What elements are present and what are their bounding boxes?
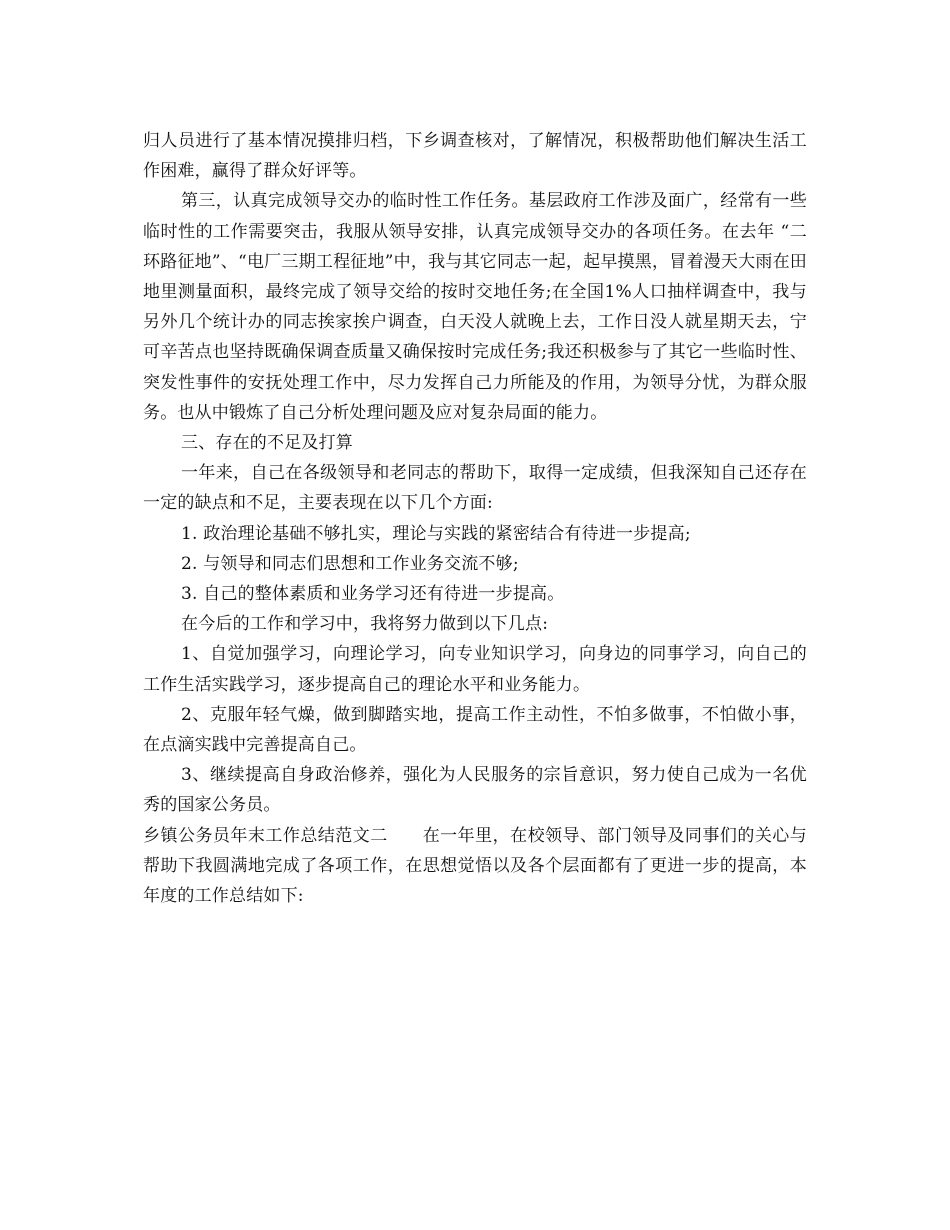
paragraph-future-intro: 在今后的工作和学习中，我将努力做到以下几点:	[181, 614, 549, 635]
list-item-shortcoming-3: 3. 自己的整体素质和业务学习还有待进一步提高。	[181, 584, 565, 605]
list-item-plan-3: 3、继续提高自身政治修养，强化为人民服务的宗旨意识，努力使自己成为一名优秀的国家公务员。	[143, 765, 807, 816]
paragraph-continuation: 归人员进行了基本情况摸排归档，下乡调查核对，了解情况，积极帮助他们解决生活工作困难，赢得了群众好评等。	[143, 131, 807, 182]
list-item-plan-1: 1、自觉加强学习，向理论学习，向专业知识学习，向身边的同事学习，向自己的工作生活实践学习，逐步提高自己的理论水平和业务能力。	[143, 644, 807, 695]
paragraph-temporary-tasks: 第三，认真完成领导交办的临时性工作任务。基层政府工作涉及面广，经常有一些临时性的工作需要突击，我服从领导安排，认真完成领导交办的各项任务。在去年 “二环路征地”、“电厂三期工程征地”中，我与其它同志一起，起早摸黑，冒着漫天大雨在田地里测量面积，最终完成了领导交给的按时交地任务;在全国1%人口抽样调查中，我与另外几个统计办的同志挨家挨户调查，白天没人就晚上去，工作日没人就星期天去，宁可辛苦点也坚持既确保调查质量又确保按时完成任务;我还积极参与了其它一些临时性、突发性事件的安抚处理工作中，尽力发挥自己力所能及的作用，为领导分忧，为群众服务。也从中锻炼了自己分析处理问题及应对复杂局面的能力。	[143, 191, 807, 423]
list-item-shortcoming-2: 2. 与领导和同志们思想和工作业务交流不够;	[181, 553, 519, 574]
section-two-intro: 在一年里，在校领导、部门领导及同事们的关心与帮助下我圆满地完成了各项工作，在思想觉悟以及各个层面都有了更进一步的提高，本年度的工作总结如下:	[143, 825, 807, 907]
list-item-plan-2: 2、克服年轻气燥，做到脚踏实地，提高工作主动性，不怕多做事，不怕做小事，在点滴实践中完善提高自己。	[143, 704, 807, 756]
paragraph-shortcomings-intro: 一年来，自己在各级领导和老同志的帮助下，取得一定成绩，但我深知自己还存在一定的缺点和不足，主要表现在以下几个方面:	[143, 463, 807, 514]
list-item-shortcoming-1: 1. 政治理论基础不够扎实，理论与实践的紧密结合有待进一步提高;	[181, 523, 691, 544]
section-two-paragraph	[143, 821, 807, 912]
heading-shortcomings-plans: 三、存在的不足及打算	[181, 433, 353, 454]
section-two-title: 乡镇公务员年末工作总结范文二	[143, 825, 388, 846]
document-body	[143, 126, 807, 911]
